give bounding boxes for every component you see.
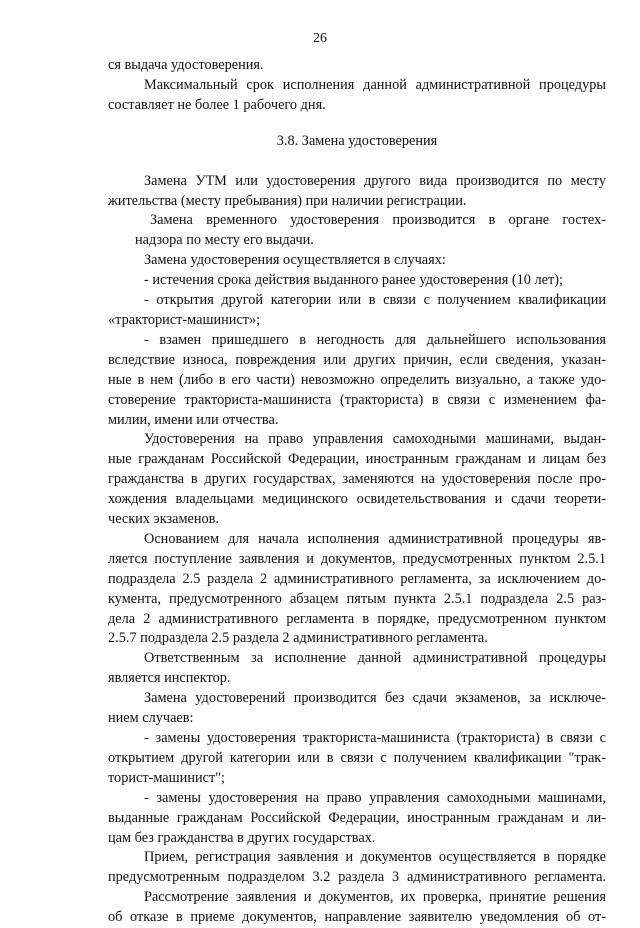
text-line: 2.5.7 подраздела 2.5 раздела 2 административного регламента. <box>108 630 488 647</box>
text-line: вследствие износа, повреждения или других причин, если сведения, указан- <box>108 351 606 368</box>
text-line: кумента, предусмотренного абзацем пятым пункта 2.5.1 подраздела 2.5 раз- <box>108 590 606 607</box>
text-line: Удостоверения на право управления самоходными машинами, выдан- <box>144 431 606 448</box>
text-line: является инспектор. <box>108 670 231 687</box>
text-line: ляется поступление заявления и документов, предусмотренных пунктом 2.5.1 <box>108 550 606 567</box>
text-line: Замена удостоверения осуществляется в случаях: <box>144 252 446 269</box>
text-line: - замены удостоверения тракториста-машиниста (тракториста) в связи с <box>144 730 606 746</box>
section-body <box>108 172 606 928</box>
text-line: стоверение тракториста-машиниста (тракториста) в связи с изменением фа- <box>108 391 606 408</box>
text-line: торист-машинист"; <box>108 769 226 786</box>
text-line: выданные гражданам Российской Федерации, иностранным гражданам и ли- <box>108 809 606 826</box>
text-line: - взамен пришедшего в негодность для дальнейшего использования <box>144 331 606 348</box>
text-line: цам без гражданства в других государствах. <box>108 829 376 846</box>
text-line: милии, имени или отчества. <box>108 411 279 428</box>
text-line: Прием, регистрация заявления и документов осуществляется в порядке <box>144 849 606 866</box>
text-line: подраздела 2.5 раздела 2 административного регламента, за исключением до- <box>108 570 606 587</box>
text-line: надзора по месту его выдачи. <box>135 232 314 249</box>
text-line: - открытия другой категории или в связи с получением квалификации <box>144 292 606 309</box>
intro-block <box>108 56 606 116</box>
text-line: открытием другой категории или в связи с получением квалификации "трак- <box>108 749 606 766</box>
text-line: - истечения срока действия выданного ранее удостоверения (10 лет); <box>144 272 563 289</box>
page-number: 26 <box>313 31 327 46</box>
text-line: Рассмотрение заявления и документов, их проверка, принятие решения <box>144 889 606 906</box>
text-line: предусмотренным подразделом 3.2 раздела 3 административного регламента. <box>108 869 606 886</box>
text-line: составляет не более 1 рабочего дня. <box>108 96 326 113</box>
text-line: ные в нем (либо в его части) невозможно определить визуально, а также удо- <box>108 371 606 388</box>
text-line: Замена временного удостоверения производится в органе гостех- <box>150 212 606 229</box>
text-line: дела 2 административного регламента в порядке, предусмотренном пунктом <box>108 610 606 627</box>
text-line: Ответственным за исполнение данной административной процедуры <box>144 650 606 667</box>
text-line: об отказе в приеме документов, направление заявителю уведомления об от- <box>108 909 606 926</box>
section-heading: 3.8. Замена удостоверения <box>276 132 438 149</box>
text-line: Замена удостоверений производится без сдачи экзаменов, за исключе- <box>144 690 606 707</box>
text-line: «тракторист-машинист»; <box>108 311 261 328</box>
text-line: жительства (месту пребывания) при наличии регистрации. <box>108 192 467 209</box>
text-line: Максимальный срок исполнения данной административной процедуры <box>144 76 606 93</box>
text-line: Замена УТМ или удостоверения другого вида производится по месту <box>144 172 606 189</box>
text-line: Основанием для начала исполнения административной процедуры яв- <box>144 530 606 547</box>
text-line: ся выдача удостоверения. <box>108 57 264 73</box>
document-body <box>108 56 606 928</box>
text-line: хождения владельцами медицинского освидетельствования и сдачи теорети- <box>108 491 606 508</box>
text-line: нием случаев: <box>108 710 194 727</box>
text-line: - замены удостоверения на право управления самоходными машинами, <box>144 789 606 806</box>
text-line: ческих экзаменов. <box>108 511 219 528</box>
text-line: ные гражданам Российской Федерации, иностранным гражданам и лицам без <box>108 451 606 468</box>
text-line: гражданства в других государствах, заменяются на удостоверения после про- <box>108 471 606 488</box>
